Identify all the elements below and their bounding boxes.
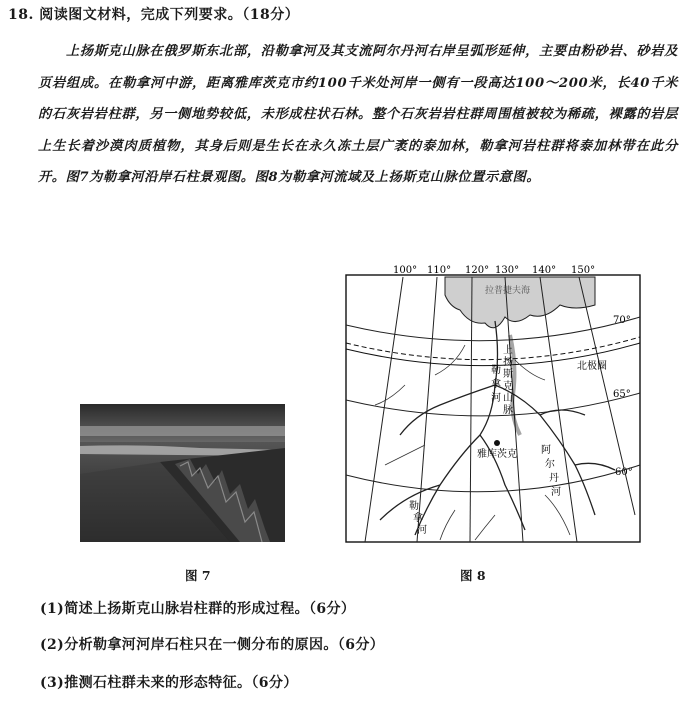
figure-8-map [345,265,641,543]
latitude-label: 70° [613,315,631,326]
figure-7-photo [80,404,285,542]
sub-question-3: (3)推测石柱群未来的形态特征。（6分） [40,675,298,691]
material-paragraph: 上扬斯克山脉在俄罗斯东北部，沿勒拿河及其支流阿尔丹河右岸呈弧形延伸，主要由粉砂岩、砂岩及页岩组成。在勒拿河中游，距离雅库茨克市约100千米处河岸一侧有一段高达100～200米，长40千米的石灰岩岩柱群，另一侧地势较低，未形成柱状石林。整个石灰岩岩柱群周围植被较为稀疏，裸露的岩层上生长着沙漠肉质植物，其身后则是生长在永久冻土层广袤的泰加林，勒拿河岩柱群将泰加林带在此分开。图7为勒拿河沿岸石柱景观图。图8为勒拿河流域及上扬斯克山脉位置示意图。 [38,44,678,185]
mountain-label: 上扬斯克山脉 [503,345,513,416]
yakutsk-city-icon [494,440,500,446]
stone-pillars-photo [80,404,285,542]
longitude-label: 150° [571,265,596,276]
lena-label: 勒拿河 [491,365,501,404]
city-label: 雅库茨克 [477,449,517,460]
longitude-label: 100° [393,265,418,276]
longitude-label: 120° [465,265,490,276]
latitude-label: 60° [615,467,633,478]
lena-upper-label: 勒拿河 [409,501,427,536]
arctic-circle-label: 北极圈 [577,361,607,372]
lena-basin-map [345,265,641,543]
aldan-label: 阿尔丹河 [541,445,561,498]
longitude-label: 140° [532,265,557,276]
longitude-label: 110° [427,265,452,276]
longitude-label: 130° [495,265,520,276]
sea-label: 拉普捷夫海 [485,286,531,296]
question-header: 18. 阅读图文材料，完成下列要求。（18分） [8,7,300,23]
figure-7-caption: 图 7 [185,568,211,583]
sub-question-1: (1)简述上扬斯克山脉岩柱群的形成过程。（6分） [40,601,356,617]
latitude-label: 65° [613,389,631,400]
figure-8-caption: 图 8 [460,568,486,583]
sub-question-2: (2)分析勒拿河河岸石柱只在一侧分布的原因。（6分） [40,637,385,653]
